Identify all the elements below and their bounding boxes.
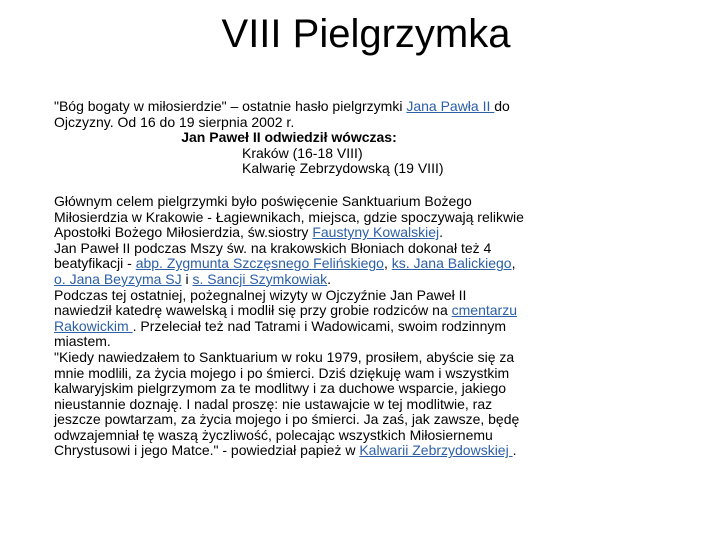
link-jan-beyzym[interactable]: o. Jana Beyzyma SJ — [54, 270, 182, 287]
intro-text: "Bóg bogaty w miłosierdzie" – ostatnie hasło pielgrzymki — [54, 98, 407, 114]
paragraph-text: Głównym celem pielgrzymki było poświęcenie Sanktuarium Bożego Miłosierdzia w Krakowie - Łagiewnikach, miejsca, gdzie spoczywają relikwie Apostołki Bożego Miłosierdzia, św.siostry — [54, 192, 524, 241]
paragraph-text: , — [511, 255, 516, 272]
paragraph-quote — [54, 350, 524, 459]
link-zygmunt-felinski[interactable]: abp. Zygmunta Szczęsnego Felińskiego — [135, 255, 384, 272]
paragraph-text: Jan Paweł II podczas Mszy św. na krakowskich Błoniach dokonał też 4 beatyfikacji - — [54, 239, 492, 272]
paragraph-text: i — [181, 270, 193, 287]
spacer — [54, 177, 524, 194]
place-kalwaria: Kalwarię Zebrzydowską (19 VIII) — [242, 160, 444, 177]
link-jan-pawel-ii[interactable]: Jana Pawła II — [406, 98, 495, 114]
paragraph-text: . — [512, 442, 517, 459]
paragraph-text: Podczas tej ostatniej, pożegnalnej wizyty w Ojczyźnie Jan Paweł II nawiedził katedrę wawelską i modlił się przy grobie rodziców na — [54, 286, 467, 319]
place-krakow: Kraków (16-18 VIII) — [242, 144, 363, 161]
link-cmentarz-rakowicki[interactable]: cmentarzu Rakowickim — [54, 302, 517, 334]
paragraph-last-visit — [54, 288, 524, 350]
link-jan-balicki[interactable]: ks. Jana Balickiego — [391, 255, 512, 272]
link-faustyna-kowalska[interactable]: Faustyny Kowalskiej — [312, 224, 440, 241]
page-title: VIII Pielgrzymka — [221, 12, 511, 56]
document-body — [54, 99, 524, 459]
link-sancja-szymkowiak[interactable]: s. Sancji Szymkowiak — [192, 270, 328, 287]
intro-text-2: do Ojczyzny. Od 16 do 19 sierpnia 2002 r. — [54, 98, 510, 130]
paragraph-main-goal — [54, 194, 524, 241]
visited-heading: Jan Paweł II odwiedził wówczas: — [181, 129, 397, 146]
paragraph-text: . — [439, 224, 444, 241]
paragraph-text: , — [383, 255, 392, 272]
paragraph-beatifications — [54, 241, 524, 288]
link-kalwaria-zebrzydowska[interactable]: Kalwarii Zebrzydowskiej — [359, 442, 513, 459]
paragraph-text: . — [327, 270, 331, 287]
intro-paragraph — [54, 99, 524, 130]
paragraph-text: . Przeleciał też nad Tatrami i Wadowicami, swoim rodzinnym miastem. — [54, 317, 507, 350]
quote-text: "Kiedy nawiedzałem to Sanktuarium w roku 1979, prosiłem, abyście się za mnie modlili, za życia mojego i po śmierci. Dziś dziękuję wam i wszystkim kalwaryjskim pielgrzymom za te modlitwy i za duchowe wsparcie, jakiego nieustannie doznaję. I nadal proszę: nie ustawajcie w tej modlitwie, raz jeszcze powtarzam, za życia mojego i po śmierci. Ja zaś, jak zawsze, będę odwzajemniał tę waszą życzliwość, polecając wszystkich Miłosiernemu Chrystusowi i jego Matce." - powiedział papież w — [54, 348, 520, 459]
